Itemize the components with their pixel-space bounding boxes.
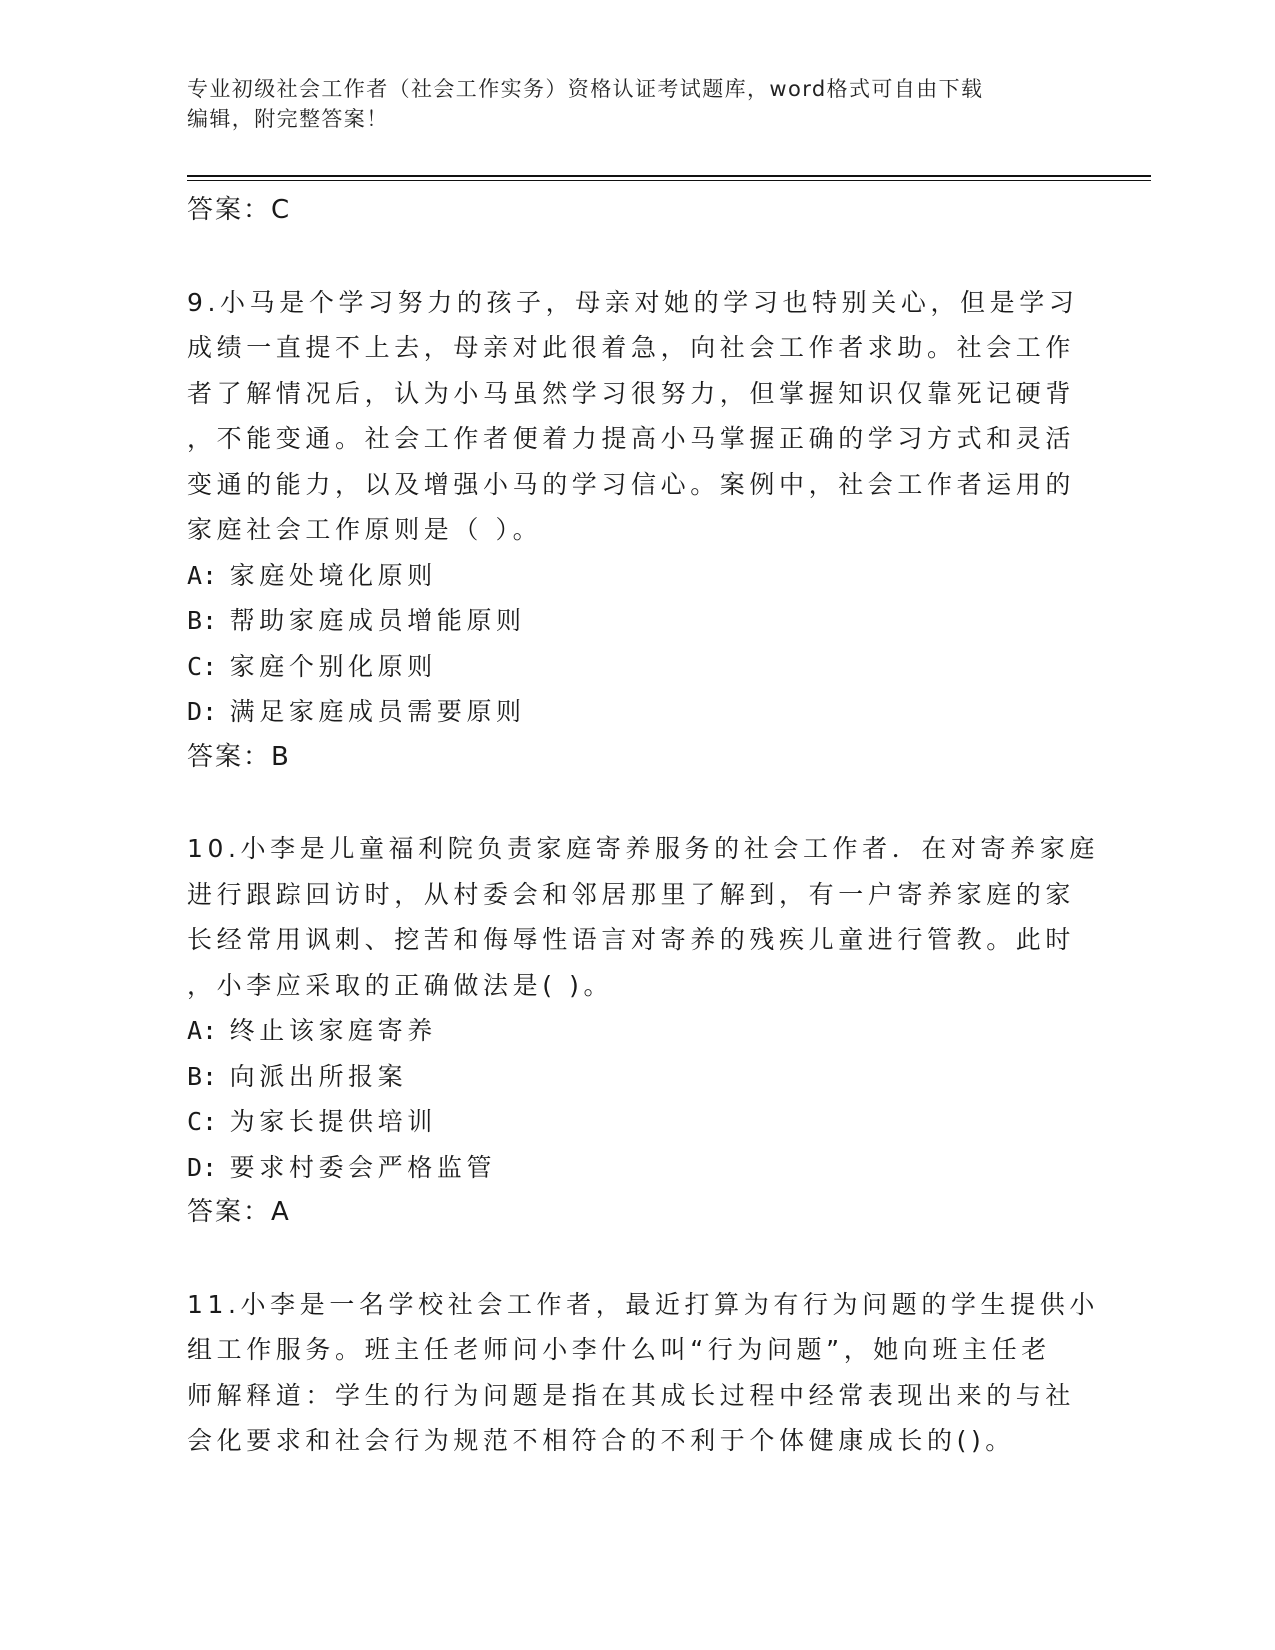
question-content: [187, 188, 1107, 1464]
option-letter: A:: [187, 1016, 218, 1045]
question-stem-line: 长经常用讽刺、挖苦和侮辱性语言对寄养的残疾儿童进行管教。此时: [187, 925, 1076, 954]
header-line-1: 专业初级社会工作者（社会工作实务）资格认证考试题库，word格式可自由下载: [187, 77, 984, 101]
option-letter: B:: [187, 1061, 218, 1091]
question-10: [187, 826, 1107, 1236]
question-stem-line: 10.小李是儿童福利院负责家庭寄养服务的社会工作者．在对寄养家庭: [187, 834, 1099, 863]
question-stem-line: 者了解情况后，认为小马虽然学习很努力，但掌握知识仅靠死记硬背: [187, 378, 1076, 408]
option-letter: C:: [187, 1107, 218, 1136]
question-stem-line: 组工作服务。班主任老师问小李什么叫“行为问题”，她向班主任老: [187, 1335, 1051, 1364]
answer-10: 答案：A: [187, 1197, 291, 1227]
question-stem-line: 家庭社会工作原则是（ ）。: [187, 515, 543, 544]
option-letter: C:: [187, 651, 218, 681]
header-line-2: 编辑，附完整答案！: [187, 107, 389, 131]
question-9: [187, 280, 1107, 781]
option-d: [187, 689, 1107, 735]
option-text: 为家长提供培训: [229, 1107, 437, 1136]
option-text: 终止该家庭寄养: [229, 1016, 437, 1045]
question-stem-line: 11.小李是一名学校社会工作者，最近打算为有行为问题的学生提供小: [187, 1289, 1099, 1319]
question-stem-line: 变通的能力，以及增强小马的学习信心。案例中，社会工作者运用的: [187, 469, 1076, 499]
question-stem-line: 成绩一直提不上去，母亲对此很着急，向社会工作者求助。社会工作: [187, 333, 1076, 362]
option-c: [187, 1099, 1107, 1145]
option-c: [187, 644, 1107, 690]
question-stem-line: 进行跟踪回访时，从村委会和邻居那里了解到，有一户寄养家庭的家: [187, 879, 1076, 909]
option-letter: B:: [187, 606, 218, 635]
option-a: [187, 553, 1107, 599]
page-header: [187, 74, 1087, 134]
option-d: [187, 1145, 1107, 1191]
option-text: 要求村委会严格监管: [229, 1152, 497, 1182]
option-text: 家庭个别化原则: [229, 651, 437, 681]
header-divider-thick: [187, 175, 1151, 177]
question-stem-line: 9.小马是个学习努力的孩子，母亲对她的学习也特别关心，但是学习: [187, 287, 1079, 317]
question-stem-line: 师解释道：学生的行为问题是指在其成长过程中经常表现出来的与社: [187, 1380, 1076, 1410]
option-text: 向派出所报案: [229, 1061, 408, 1091]
option-text: 家庭处境化原则: [229, 560, 437, 590]
option-b: [187, 1054, 1107, 1100]
option-text: 满足家庭成员需要原则: [229, 697, 526, 726]
option-letter: D:: [187, 697, 218, 726]
answer-9: 答案：B: [187, 741, 291, 772]
question-stem-line: ，不能变通。社会工作者便着力提高小马掌握正确的学习方式和灵活: [187, 424, 1076, 453]
question-11: [187, 1282, 1107, 1464]
option-text: 帮助家庭成员增能原则: [229, 606, 526, 635]
option-a: [187, 1008, 1107, 1054]
option-letter: A:: [187, 560, 218, 590]
option-letter: D:: [187, 1152, 218, 1182]
option-b: [187, 598, 1107, 644]
question-stem-line: 会化要求和社会行为规范不相符合的不利于个体健康成长的()。: [187, 1426, 1015, 1455]
previous-answer: 答案：C: [187, 195, 292, 225]
header-divider-thin: [187, 180, 1151, 181]
question-stem-line: ，小李应采取的正确做法是( )。: [187, 970, 614, 1000]
